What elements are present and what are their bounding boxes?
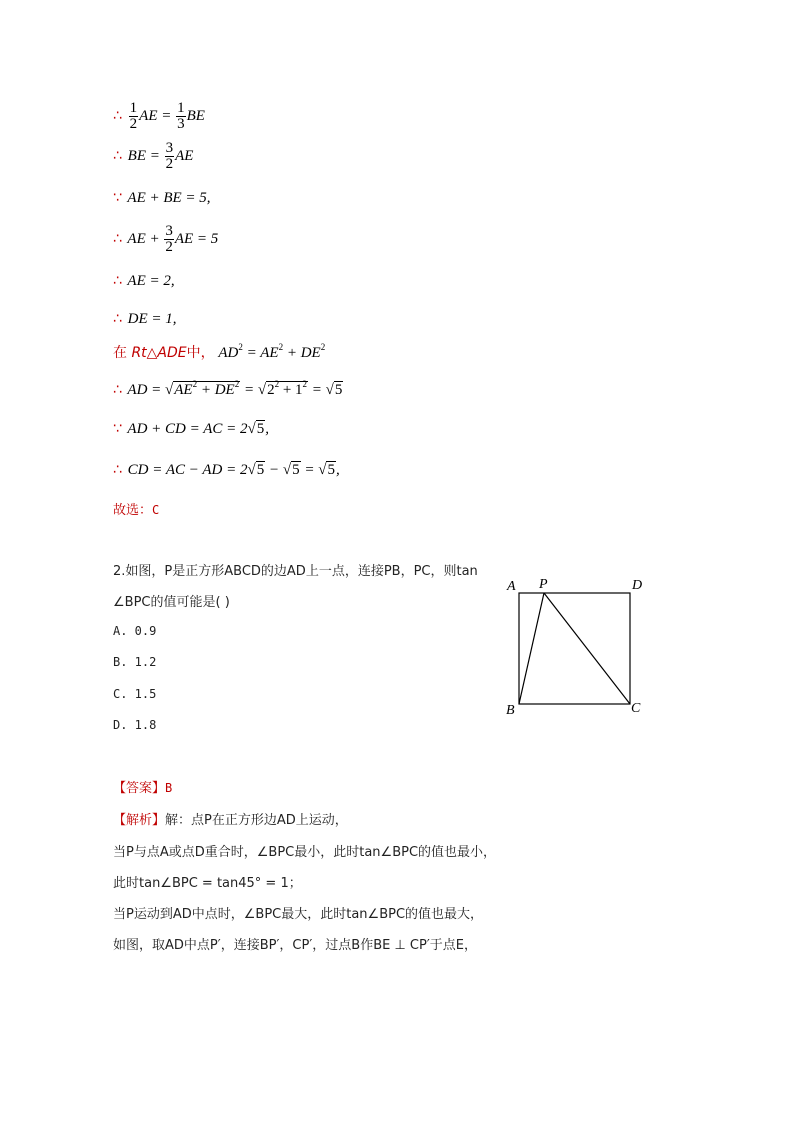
answer-value: B bbox=[165, 781, 173, 795]
segment-pc bbox=[544, 593, 630, 704]
option-c: C. 1.5 bbox=[113, 687, 157, 701]
option-d: D. 1.8 bbox=[113, 718, 157, 732]
answer-line bbox=[113, 777, 172, 796]
solution-line-3: ∵ AE + BE = 5, bbox=[113, 190, 211, 206]
question-text-line-2: ∠BPC的值可能是( ) bbox=[113, 595, 230, 610]
label-b: B bbox=[506, 703, 515, 718]
analysis-line-5: 如图，取AD中点P′，连接BP′，CP′，过点B作BE ⊥ CP′于点E， bbox=[113, 938, 477, 953]
analysis-line-4: 当P运动到AD中点时，∠BPC最大，此时tan∠BPC的值也最大， bbox=[113, 907, 484, 922]
solution-line-7: 在 Rt△ADE中， $AD^2 = AE^2 + DE^2$ bbox=[113, 342, 326, 361]
square-abcd bbox=[519, 593, 630, 704]
solution-line-1: ∴ $\frac{1}{2}$ AE = $\frac{1}{3}$ BE bbox=[113, 100, 205, 132]
solution-line-10: ∴ CD = AC − AD = 2√5 − √5 = √5, bbox=[113, 462, 340, 478]
fraction: $\frac{3}{2}$ bbox=[165, 140, 174, 172]
solution-line-8: ∴ AD = $√AE^2 + DE^2 = √2^2 + 1^2 = √5$ bbox=[113, 379, 343, 398]
solution-line-4: ∴ AE + $\frac{3}{2}$ AE = 5 bbox=[113, 223, 219, 255]
analysis-line-1: 【解析】解：点P在正方形边AD上运动， bbox=[113, 813, 348, 828]
analysis-line-3: 此时tan∠BPC = tan45° = 1； bbox=[113, 876, 302, 891]
option-b: B. 1.2 bbox=[113, 655, 157, 669]
solution-line-9: ∵ AD + CD = AC = 2√5, bbox=[113, 421, 269, 437]
fraction: $\frac{3}{2}$ bbox=[165, 223, 173, 255]
question-text-line-1: 2.如图，P是正方形ABCD的边AD上一点，连接PB，PC，则tan bbox=[113, 564, 478, 579]
label-d: D bbox=[632, 578, 643, 593]
therefore-symbol: ∴ bbox=[113, 107, 122, 124]
because-symbol: ∵ bbox=[113, 190, 122, 206]
solution-line-6: ∴ DE = 1, bbox=[113, 311, 177, 327]
answer-label: 【答案】 bbox=[113, 781, 166, 796]
label-c: C bbox=[631, 701, 641, 716]
option-a: A. 0.9 bbox=[113, 624, 157, 638]
solution-line-2: ∴ BE = $\frac{3}{2}$ AE bbox=[113, 140, 194, 172]
square-diagram bbox=[500, 572, 650, 722]
fraction: $\frac{1}{3}$ bbox=[177, 100, 185, 132]
analysis-line-2: 当P与点A或点D重合时，∠BPC最小，此时tan∠BPC的值也最小， bbox=[113, 845, 497, 860]
solution-line-5: ∴ AE = 2, bbox=[113, 273, 175, 289]
label-p: P bbox=[539, 577, 548, 592]
label-a: A bbox=[507, 579, 516, 594]
segment-pb bbox=[519, 593, 544, 704]
analysis-label: 【解析】 bbox=[113, 813, 166, 828]
solution-answer: 故选：C bbox=[113, 503, 160, 518]
fraction: $\frac{1}{2}$ bbox=[129, 100, 138, 132]
